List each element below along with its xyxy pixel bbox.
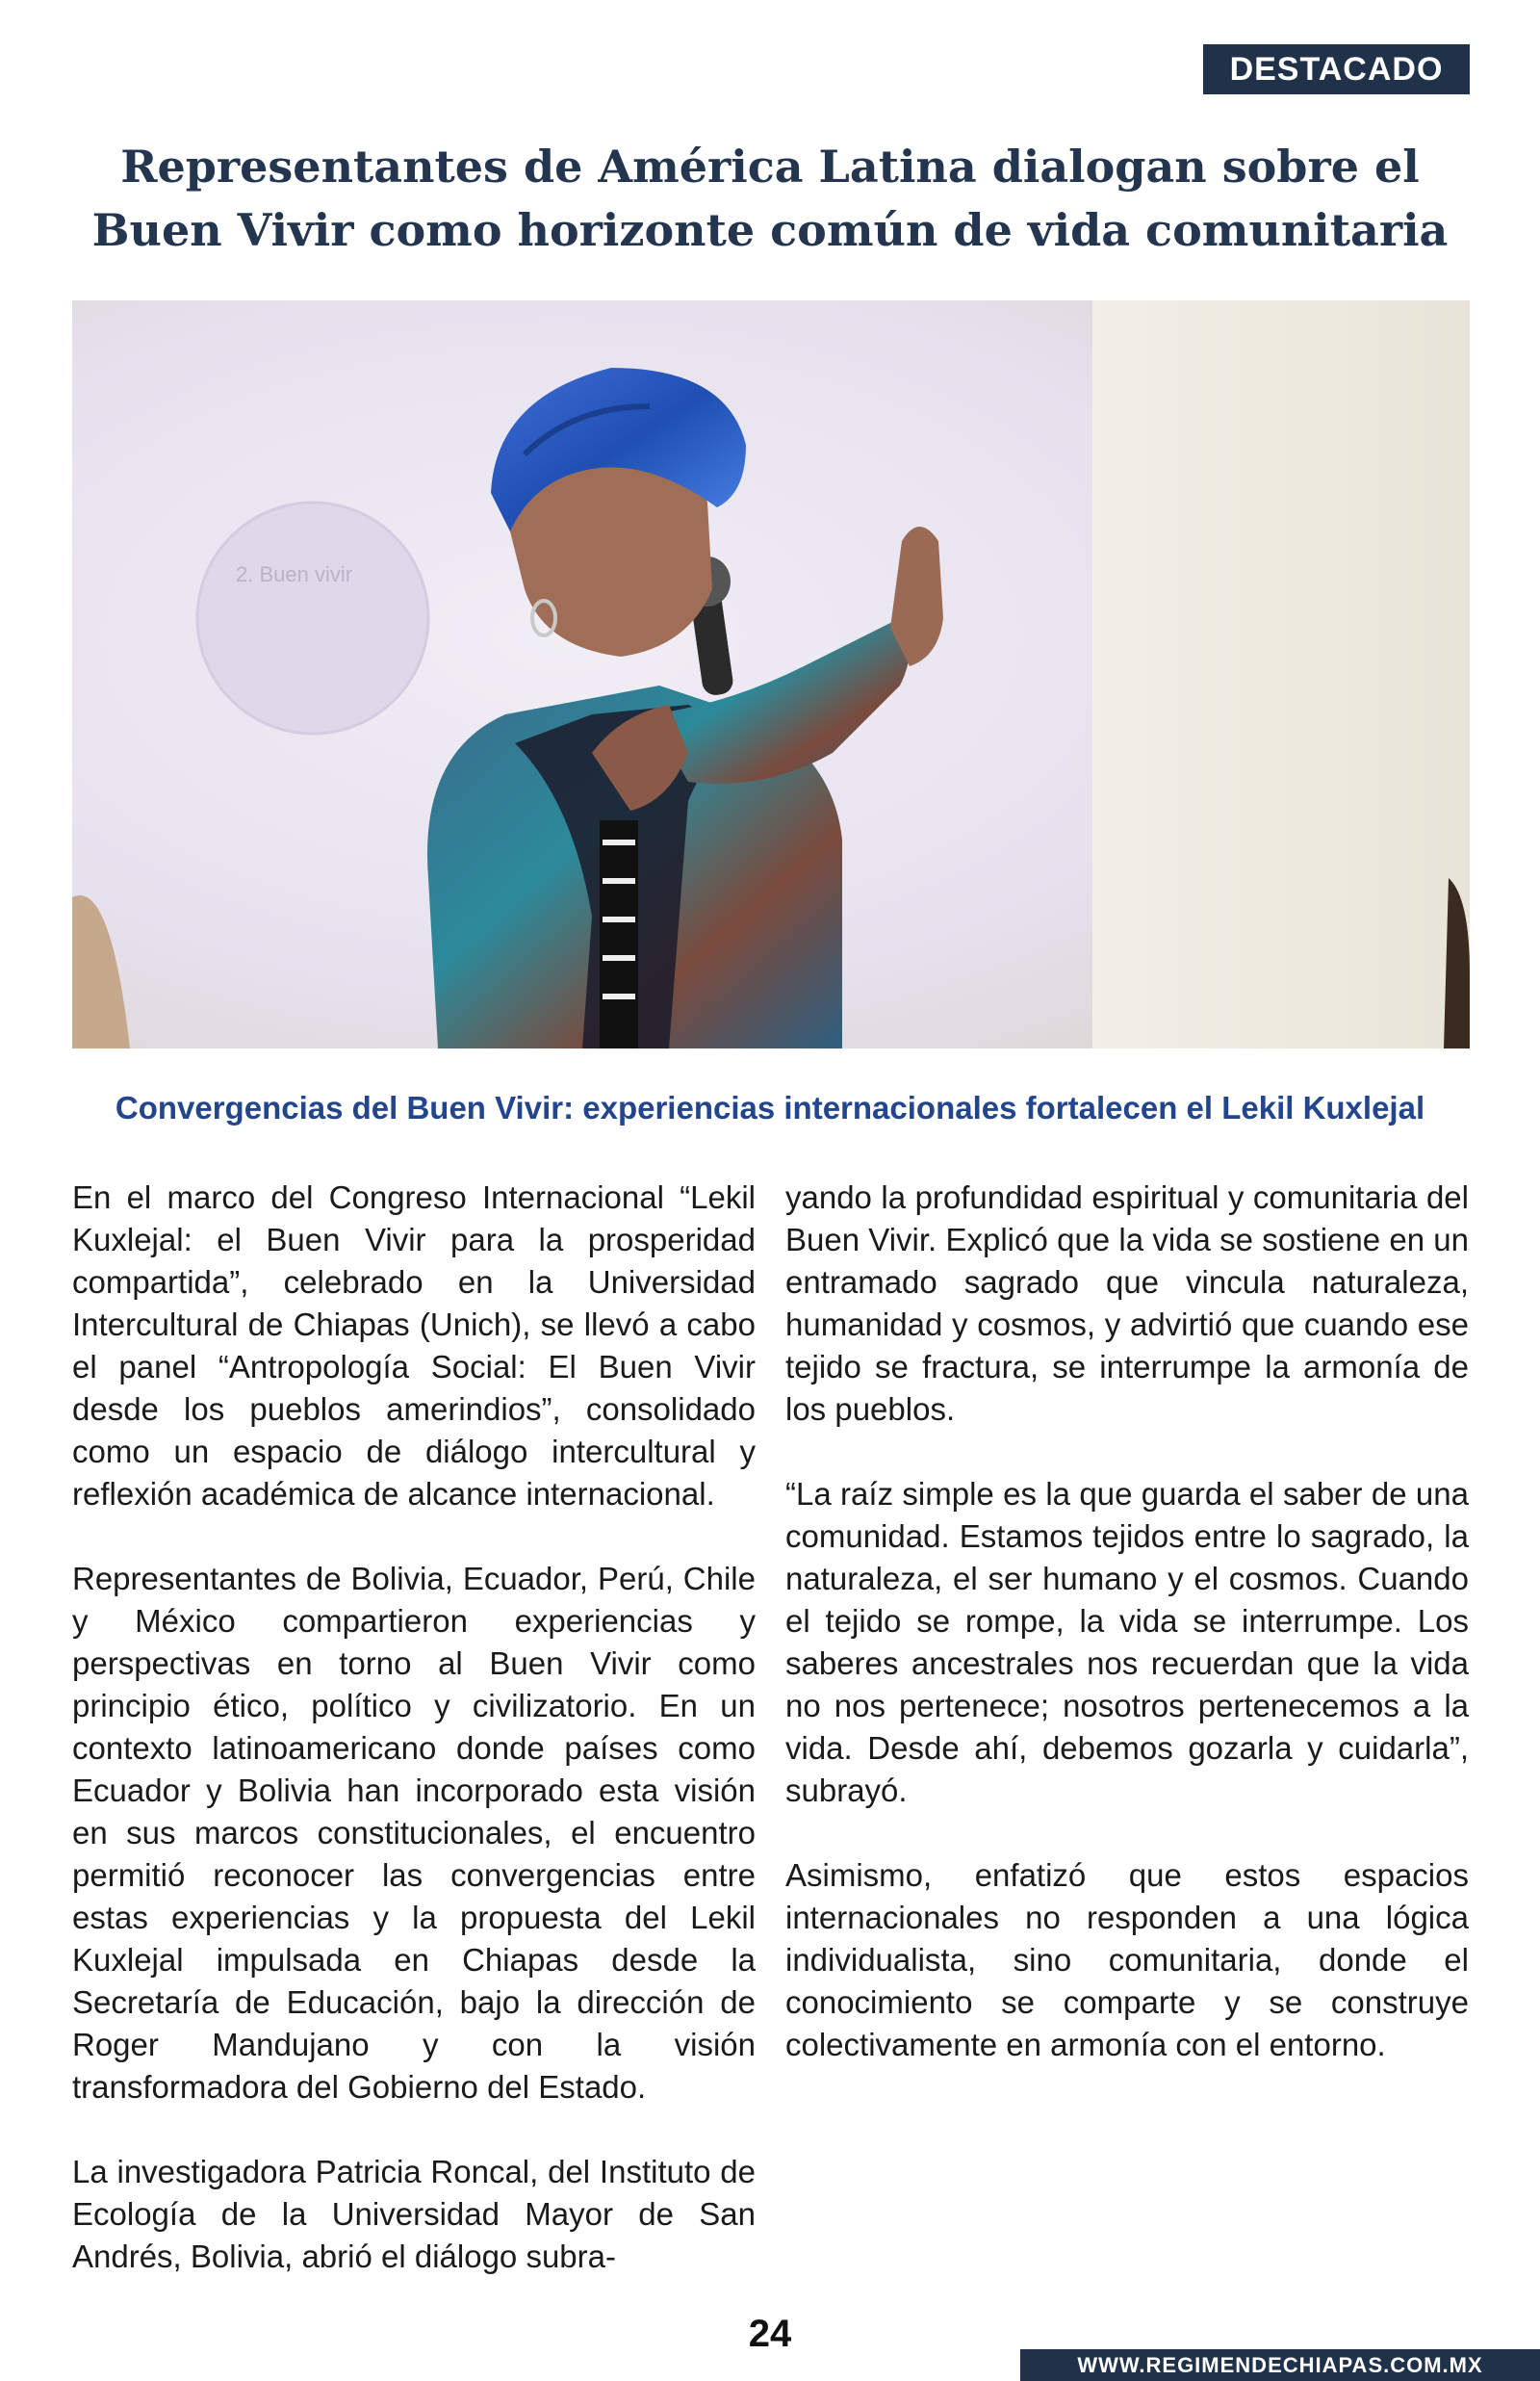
body-paragraph: Asimismo, enfatizó que estos espacios internacionales no responden a una lógica individualista, sino comunitaria, donde el conocimiento se comparte y se construye colectivamente en armonía con el entorno. <box>785 1857 1469 2062</box>
sash <box>600 820 638 1048</box>
page-number: 24 <box>748 2313 792 2355</box>
speaker-photo <box>72 300 1470 1048</box>
body-column-left <box>72 1177 756 2320</box>
body-paragraph: yando la profundidad espiritual y comunitaria del Buen Vivir. Explicó que la vida se sostiene en un entramado sagrado que vincula naturaleza, humanidad y cosmos, y advirtió que cuando ese tejido se fractura, se interrumpe la armonía de los pueblos. <box>785 1179 1469 1427</box>
page-title: Representantes de América Latina dialogan sobre el Buen Vivir como horizonte común de vida comunitaria <box>91 141 1449 256</box>
body-paragraph: “La raíz simple es la que guarda el saber de una comunidad. Estamos tejidos entre lo sagrado, la naturaleza, el ser humano y el cosmos. Cuando el tejido se rompe, la vida se interrumpe. Los saberes ancestrales nos recuerdan que la vida no nos pertenece; nosotros pertenecemos a la vida. Desde ahí, debemos gozarla y cuidarla”, subrayó. <box>785 1476 1469 1808</box>
slide-circle <box>197 503 428 734</box>
body-paragraph: Representantes de Bolivia, Ecuador, Perú, Chile y México compartieron experiencias y perspectivas en torno al Buen Vivir como principio ético, político y civilizatorio. En un contexto latinoamericano donde países como Ecuador y Bolivia han incorporado esta visión en sus marcos constitucionales, el encuentro permitió reconocer las convergencias entre estas experiencias y la propuesta del Lekil Kuxlejal impulsada en Chiapas desde la Secretaría de Educación, bajo la dirección de Roger Mandujano y con la visión transformadora del Gobierno del Estado. <box>72 1561 756 2105</box>
section-badge: DESTACADO <box>1203 44 1470 94</box>
body-paragraph: La investigadora Patricia Roncal, del Instituto de Ecología de la Universidad Mayor de San Andrés, Bolivia, abrió el diálogo subra- <box>72 2154 756 2274</box>
article-photo <box>72 300 1470 1048</box>
website-url[interactable]: WWW.REGIMENDECHIAPAS.COM.MX <box>1020 2349 1540 2381</box>
article-subheadline: Convergencias del Buen Vivir: experiencias internacionales fortalecen el Lekil Kuxlejal <box>115 1090 1425 1126</box>
slide-text: 2. Buen vivir <box>236 562 353 586</box>
body-paragraph: En el marco del Congreso Internacional “Lekil Kuxlejal: el Buen Vivir para la prosperidad compartida”, celebrado en la Universidad Intercultural de Chiapas (Unich), se llevó a cabo el panel “Antropología Social: El Buen Vivir desde los pueblos amerindios”, consolidado como un espacio de diálogo intercultural y reflexión académica de alcance internacional. <box>72 1179 756 1512</box>
body-column-right <box>785 1177 1469 2109</box>
wall <box>1092 300 1470 1048</box>
